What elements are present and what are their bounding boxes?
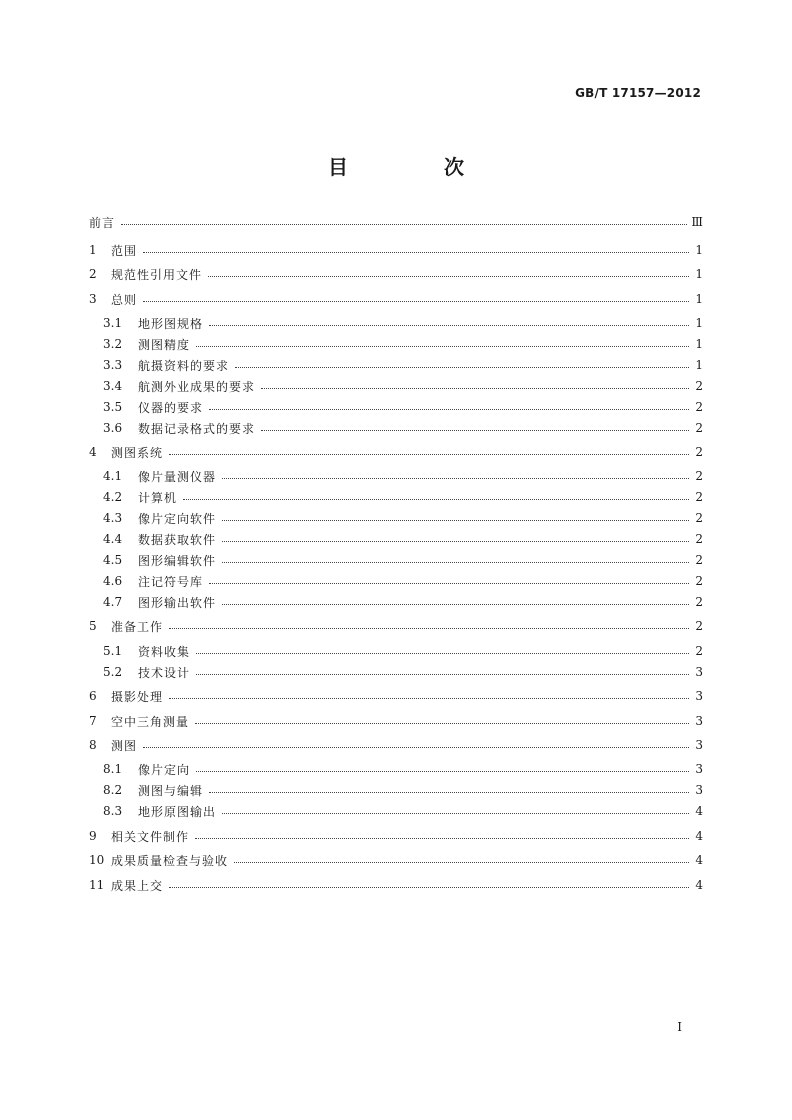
toc-entry-number: 3: [89, 292, 97, 306]
toc-entry-page: 2: [695, 574, 703, 588]
toc-entry-number: 11: [89, 878, 105, 892]
toc-entry-title: 测图: [111, 738, 138, 753]
toc-entry[interactable]: [103, 397, 703, 417]
toc-entry-page: 3: [695, 762, 703, 776]
toc-entry[interactable]: [103, 801, 703, 821]
toc-leader-dots: [195, 830, 689, 839]
toc-entry-page: 4: [695, 804, 703, 818]
toc-leader-dots: [169, 620, 689, 629]
toc-entry-number: 3.2: [103, 337, 123, 351]
page-number: Ⅰ: [677, 1020, 682, 1034]
toc-entry-page: 4: [695, 853, 703, 867]
toc-entry[interactable]: [89, 264, 703, 284]
toc-leader-dots: [169, 446, 689, 455]
toc-leader-dots: [121, 216, 687, 225]
toc-entry-title: 数据记录格式的要求: [138, 421, 256, 436]
toc-entry-page: 2: [695, 469, 703, 483]
toc-entry-page: 3: [695, 689, 703, 703]
toc-entry-page: 2: [695, 490, 703, 504]
toc-entry-page: 1: [695, 292, 703, 306]
toc-entry[interactable]: [89, 850, 703, 870]
toc-entry[interactable]: [103, 508, 703, 528]
toc-entry-page: 4: [695, 829, 703, 843]
toc-leader-dots: [235, 359, 689, 368]
toc-entry[interactable]: [89, 875, 703, 895]
toc-entry-title: 范围: [111, 243, 138, 258]
toc-entry-title: 像片量测仪器: [138, 469, 217, 484]
toc-entry-page: 3: [695, 665, 703, 679]
toc-leader-dots: [209, 401, 689, 410]
toc-entry[interactable]: [103, 529, 703, 549]
toc-entry-number: 7: [89, 714, 97, 728]
toc-leader-dots: [196, 763, 689, 772]
toc-entry-number: 3.6: [103, 421, 123, 435]
toc-entry-page: 1: [695, 337, 703, 351]
toc-entry-number: 8.2: [103, 783, 123, 797]
toc-entry-number: 4.1: [103, 469, 123, 483]
toc-leader-dots: [209, 317, 689, 326]
toc-leader-dots: [196, 645, 689, 654]
toc-entry-number: 8.3: [103, 804, 123, 818]
toc-entry-number: 1: [89, 243, 97, 257]
toc-leader-dots: [261, 380, 689, 389]
toc-leader-dots: [143, 244, 689, 253]
toc-entry[interactable]: [103, 418, 703, 438]
toc-entry-title: 摄影处理: [111, 689, 164, 704]
toc-entry-number: 8: [89, 738, 97, 752]
toc-entry[interactable]: [103, 355, 703, 375]
toc-entry-number: 4.6: [103, 574, 123, 588]
toc-entry-title: 计算机: [138, 490, 178, 505]
toc-entry-title: 航摄资料的要求: [138, 358, 230, 373]
toc-entry[interactable]: [89, 711, 703, 731]
toc-entry-title: 总则: [111, 292, 138, 307]
toc-leader-dots: [183, 491, 689, 500]
toc-entry-title: 相关文件制作: [111, 829, 190, 844]
toc-entry-title: 地形原图输出: [138, 804, 217, 819]
standard-number: GB/T 17157—2012: [575, 86, 701, 100]
toc-entry[interactable]: [103, 592, 703, 612]
toc-entry-page: 4: [695, 878, 703, 892]
toc-entry-page: 2: [695, 553, 703, 567]
toc-entry-page: 2: [695, 595, 703, 609]
toc-leader-dots: [222, 805, 689, 814]
toc-entry-number: 6: [89, 689, 97, 703]
toc-entry-number: 3.5: [103, 400, 123, 414]
toc-entry[interactable]: [103, 759, 703, 779]
toc-entry-number: 4.4: [103, 532, 123, 546]
toc-entry-title: 成果质量检查与验收: [111, 853, 229, 868]
toc-entry-title: 测图与编辑: [138, 783, 204, 798]
toc-entry[interactable]: [89, 826, 703, 846]
toc-leader-dots: [261, 422, 689, 431]
toc-leader-dots: [208, 268, 689, 277]
toc-entry-page: 3: [695, 738, 703, 752]
toc-entry-title: 像片定向软件: [138, 511, 217, 526]
toc-entry-number: 4.5: [103, 553, 123, 567]
toc-entry-title: 航测外业成果的要求: [138, 379, 256, 394]
toc-entry[interactable]: [89, 212, 703, 232]
toc-entry-number: 2: [89, 267, 97, 281]
toc-entry-page: 1: [695, 358, 703, 372]
toc-leader-dots: [209, 784, 689, 793]
toc-entry-number: 5.2: [103, 665, 123, 679]
toc-entry-page: Ⅲ: [691, 215, 703, 229]
toc-entry[interactable]: [103, 466, 703, 486]
toc-entry[interactable]: [89, 735, 703, 755]
toc-entry-page: 2: [695, 421, 703, 435]
toc-entry-page: 1: [695, 243, 703, 257]
toc-entry-page: 2: [695, 511, 703, 525]
toc-entry-page: 3: [695, 783, 703, 797]
toc-title: 目 次: [328, 155, 502, 179]
toc-entry-title: 测图精度: [138, 337, 191, 352]
toc-entry-title: 像片定向: [138, 762, 191, 777]
toc-entry-number: 3.3: [103, 358, 123, 372]
toc-entry-number: 4.7: [103, 595, 123, 609]
toc-entry-number: 4: [89, 445, 97, 459]
toc-entry-title: 地形图规格: [138, 316, 204, 331]
toc-entry[interactable]: [103, 780, 703, 800]
toc-entry[interactable]: [103, 662, 703, 682]
toc-entry-title: 仪器的要求: [138, 400, 204, 415]
toc-entry-title: 数据获取软件: [138, 532, 217, 547]
toc-entry[interactable]: [89, 240, 703, 260]
toc-entry-title: 图形编辑软件: [138, 553, 217, 568]
toc-leader-dots: [195, 715, 689, 724]
toc-entry[interactable]: [103, 313, 703, 333]
toc-entry-number: 3.1: [103, 316, 123, 330]
toc-entry[interactable]: [103, 487, 703, 507]
toc-entry-title: 前言: [89, 215, 116, 230]
toc-leader-dots: [169, 690, 689, 699]
toc-entry[interactable]: [89, 616, 703, 636]
toc-entry-page: 2: [695, 400, 703, 414]
toc-entry-number: 9: [89, 829, 97, 843]
toc-leader-dots: [222, 470, 689, 479]
toc-entry-title: 成果上交: [111, 878, 164, 893]
toc-entry-title: 图形输出软件: [138, 595, 217, 610]
toc-entry-page: 1: [695, 316, 703, 330]
toc-entry-title: 注记符号库: [138, 574, 204, 589]
toc-entry[interactable]: [103, 376, 703, 396]
toc-entry-page: 2: [695, 644, 703, 658]
toc-entry-page: 3: [695, 714, 703, 728]
toc-entry[interactable]: [89, 289, 703, 309]
toc-entry-page: 1: [695, 267, 703, 281]
toc-entry-title: 准备工作: [111, 619, 164, 634]
toc-leader-dots: [143, 739, 689, 748]
toc-entry-title: 资料收集: [138, 644, 191, 659]
toc-entry[interactable]: [103, 550, 703, 570]
toc-leader-dots: [196, 666, 689, 675]
toc-entry-page: 2: [695, 532, 703, 546]
toc-entry-number: 10: [89, 853, 105, 867]
toc-entry-title: 技术设计: [138, 665, 191, 680]
toc-entry-number: 5.1: [103, 644, 123, 658]
toc-leader-dots: [143, 293, 689, 302]
toc-entry-page: 2: [695, 619, 703, 633]
toc-entry-number: 8.1: [103, 762, 123, 776]
toc-entry-title: 空中三角测量: [111, 714, 190, 729]
toc-entry[interactable]: [103, 334, 703, 354]
toc-leader-dots: [234, 854, 689, 863]
toc-entry-page: 2: [695, 379, 703, 393]
toc-entry-title: 规范性引用文件: [111, 267, 203, 282]
toc-entry[interactable]: [103, 641, 703, 661]
toc-entry-title: 测图系统: [111, 445, 164, 460]
toc-entry-number: 4.3: [103, 511, 123, 525]
toc-entry[interactable]: [89, 442, 703, 462]
toc-leader-dots: [222, 554, 689, 563]
toc-entry-number: 4.2: [103, 490, 123, 504]
toc-leader-dots: [196, 338, 689, 347]
toc-leader-dots: [209, 575, 689, 584]
toc-entry[interactable]: [89, 686, 703, 706]
toc-leader-dots: [222, 512, 689, 521]
toc-entry-number: 3.4: [103, 379, 123, 393]
toc-entry-page: 2: [695, 445, 703, 459]
toc-leader-dots: [222, 533, 689, 542]
toc-leader-dots: [169, 879, 689, 888]
toc-entry-number: 5: [89, 619, 97, 633]
toc-entry[interactable]: [103, 571, 703, 591]
toc-leader-dots: [222, 596, 689, 605]
